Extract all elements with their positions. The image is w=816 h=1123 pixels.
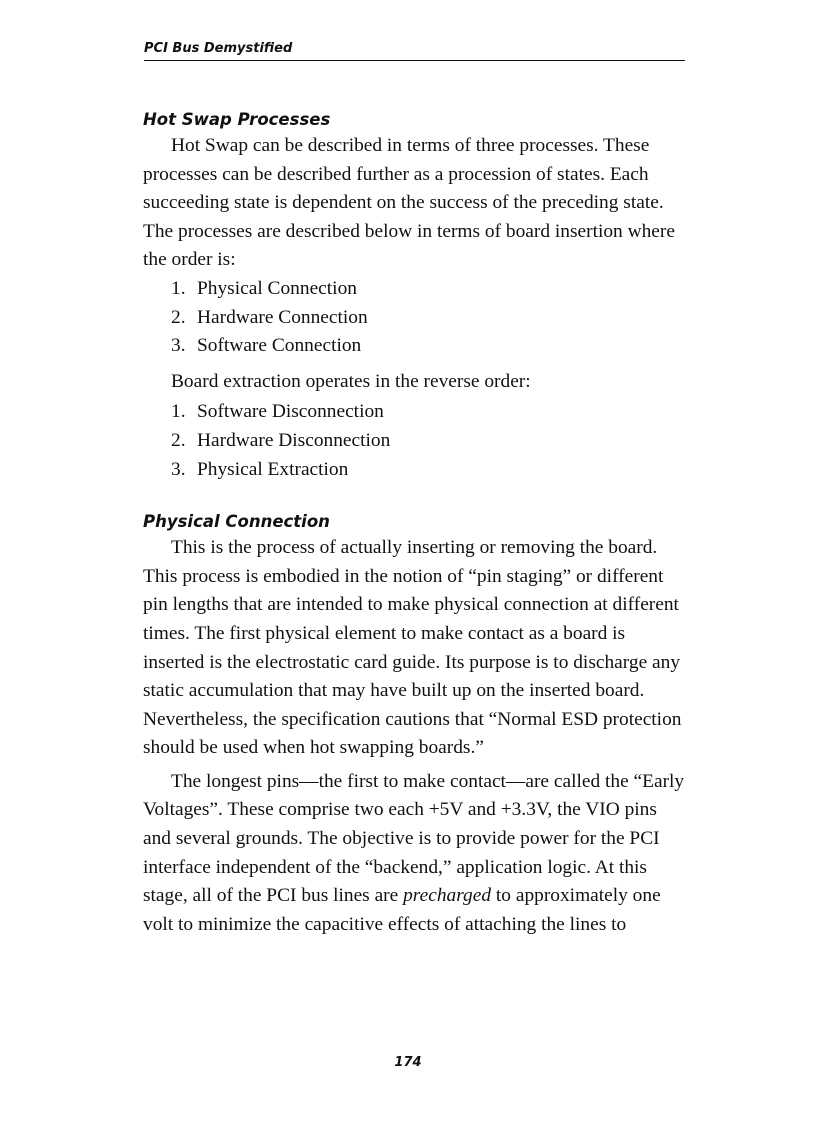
section-heading-physical-connection: Physical Connection — [143, 512, 330, 532]
list-item-text: Software Disconnection — [197, 401, 384, 423]
list-number: 2. — [171, 306, 186, 328]
list-item — [143, 275, 688, 304]
list-item — [143, 456, 688, 485]
list-number: 3. — [171, 335, 186, 357]
list-number: 3. — [171, 458, 186, 480]
insertion-steps-list — [143, 275, 688, 361]
list-number: 2. — [171, 429, 186, 451]
list-item — [143, 304, 688, 333]
physical-connection-paragraph-2 — [143, 768, 688, 940]
list-number: 1. — [171, 401, 186, 423]
section-heading-hot-swap: Hot Swap Processes — [143, 110, 331, 129]
list-item-text: Hardware Connection — [197, 306, 368, 328]
page-number: 174 — [394, 1055, 422, 1070]
emphasized-term: precharged — [403, 885, 492, 907]
list-item-text: Physical Extraction — [197, 458, 349, 480]
running-head: PCI Bus Demystified — [144, 40, 685, 61]
physical-connection-paragraph-1: This is the process of actually inserting or removing the board. This process is embodied in the notion of “pin staging” or different pin lengths that are intended to make physical connection at different times. The first physical element to make contact as a board is inserted is the electrostatic card guide. Its purpose is to discharge any static accumulation that may have built up on the inserted board. Nevertheless, the specification cautions that “Normal ESD protection should be used when hot swapping boards.” — [143, 537, 682, 759]
extraction-intro-paragraph: Board extraction operates in the reverse order: — [171, 370, 531, 392]
list-item-text: Hardware Disconnection — [197, 429, 391, 451]
list-item — [143, 398, 688, 427]
page-body — [143, 108, 688, 939]
paragraph-text: The longest pins—the first to make contact—are called the “Early Voltages”. These comprise two each +5V and +3.3V, the VIO pins and several grounds. The objective is to provide power for the PCI interface independent of the “backend,” application logic. At this stage, all of the PCI bus lines are — [143, 770, 685, 907]
extraction-steps-list — [143, 398, 688, 484]
list-item — [143, 332, 688, 361]
list-item — [143, 427, 688, 456]
list-item-text: Software Connection — [197, 335, 362, 357]
paragraph-text: to approximately one volt to minimize the capacitive effects of attaching the lines to — [143, 885, 661, 935]
list-number: 1. — [171, 277, 186, 299]
list-item-text: Physical Connection — [197, 277, 357, 299]
hot-swap-intro-paragraph: Hot Swap can be described in terms of three processes. These processes can be described further as a procession of states. Each succeeding state is dependent on the success of the preceding state. The processes are described below in terms of board insertion where the order is: — [143, 135, 675, 271]
